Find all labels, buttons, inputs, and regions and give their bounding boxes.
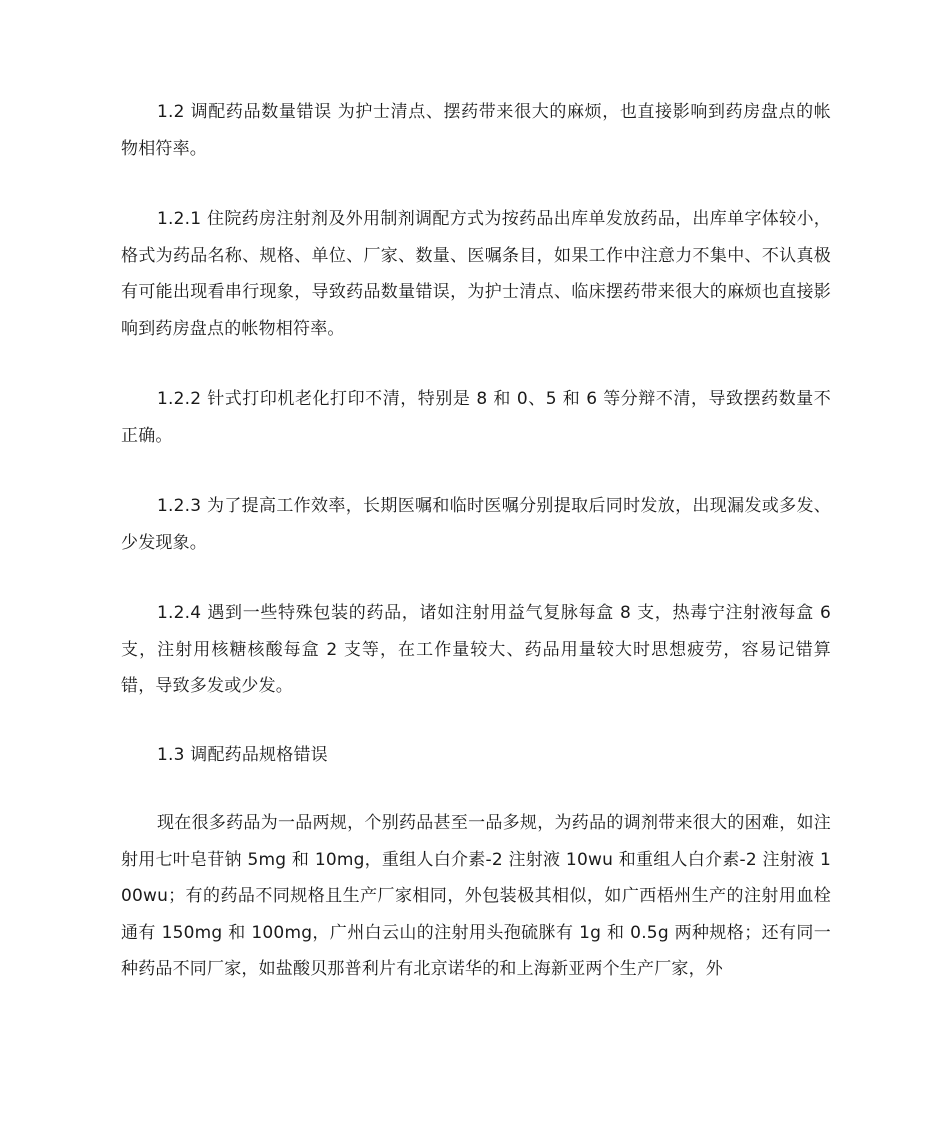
paragraph-1-2: 1.2 调配药品数量错误 为护士清点、摆药带来很大的麻烦，也直接影响到药房盘点的帐物相符率。 xyxy=(121,102,831,159)
heading-1-3: 1.3 调配药品规格错误 xyxy=(157,744,328,765)
paragraph-1-2-1: 1.2.1 住院药房注射剂及外用制剂调配方式为按药品出库单发放药品，出库单字体较小，格式为药品名称、规格、单位、厂家、数量、医嘱条目，如果工作中注意力不集中、不认真极有可能出现看串行现象，导致药品数量错误，为护士清点、临床摆药带来很大的麻烦也直接影响到药房盘点的帐物相符率。 xyxy=(121,209,831,339)
paragraph-1-2-3: 1.2.3 为了提高工作效率，长期医嘱和临时医嘱分别提取后同时发放，出现漏发或多发、少发现象。 xyxy=(121,496,831,553)
paragraph-1-2-4: 1.2.4 遇到一些特殊包装的药品，诸如注射用益气复脉每盒 8 支，热毒宁注射液每盒 6 支，注射用核糖核酸每盒 2 支等，在工作量较大、药品用量较大时思想疲劳，容易记错算错，导致多发或少发。 xyxy=(121,603,831,696)
document-body xyxy=(121,94,831,988)
paragraph-specifications: 现在很多药品为一品两规，个别药品甚至一品多规，为药品的调剂带来很大的困难，如注射用七叶皂苷钠 5mg 和 10mg，重组人白介素-2 注射液 10wu 和重组人白介素-2 注射液 100wu；有的药品不同规格且生产厂家相同，外包装极其相似，如广西梧州生产的注射用血栓通有 150mg 和 100mg，广州白云山的注射用头孢硫脒有 1g 和 0.5g 两种规格；还有同一种药品不同厂家，如盐酸贝那普利片有北京诺华的和上海新亚两个生产厂家，外 xyxy=(121,813,831,979)
paragraph-1-2-2: 1.2.2 针式打印机老化打印不清，特别是 8 和 0、5 和 6 等分辩不清，导致摆药数量不正确。 xyxy=(121,389,831,446)
